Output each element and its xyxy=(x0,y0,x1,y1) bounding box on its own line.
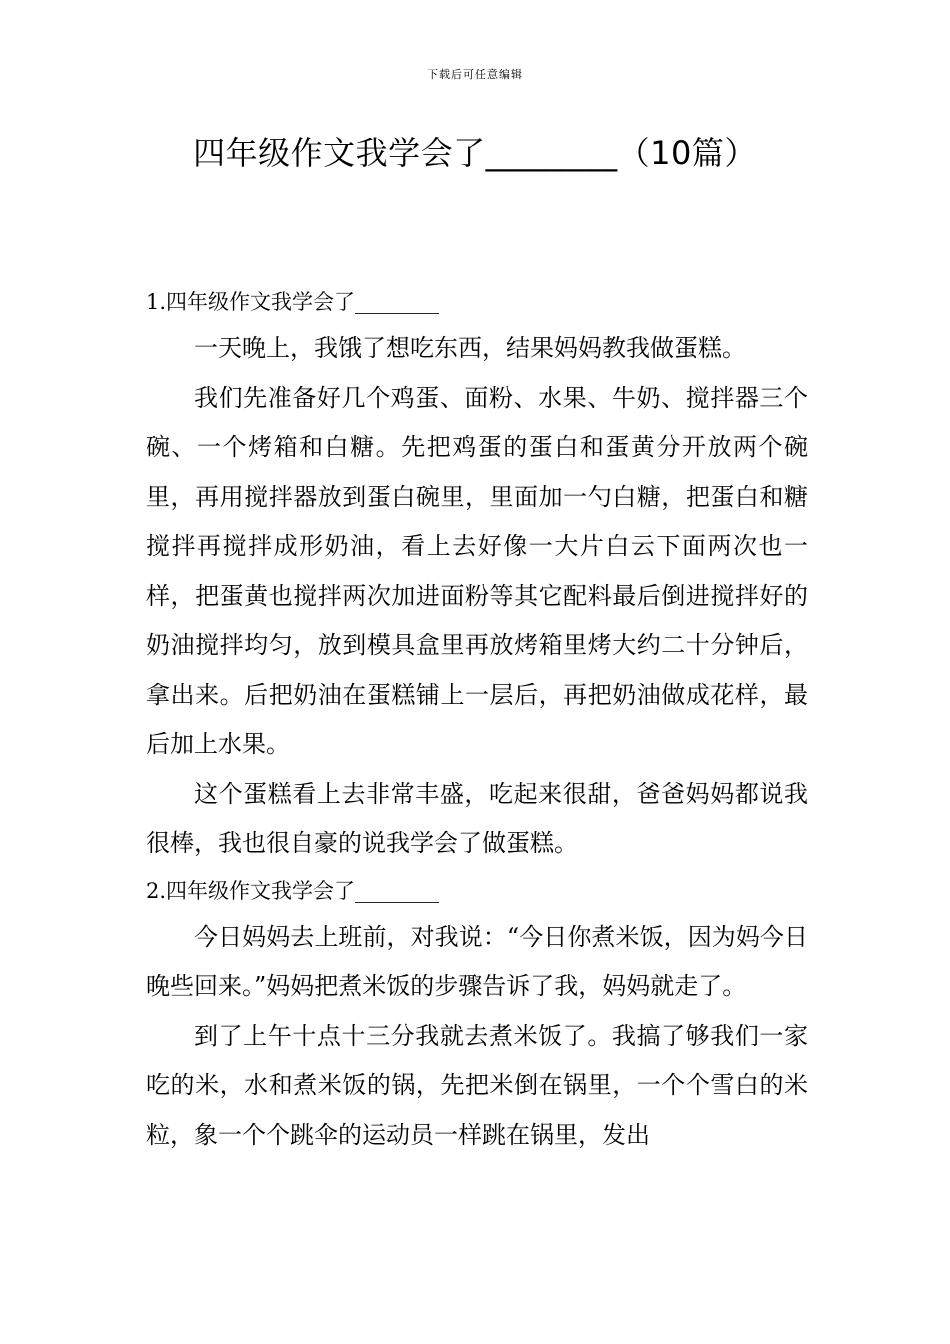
section-heading: 1.四年级作文我学会了________ xyxy=(146,290,440,314)
paragraph: 一天晚上，我饿了想吃东西，结果妈妈教我做蛋糕。 xyxy=(194,334,746,362)
paragraph: 到了上午十点十三分我就去煮米饭了。我搞了够我们一家吃的米，水和煮米饭的锅，先把米倒在锅里，一个个雪白的米粒，象一个个跳伞的运动员一样跳在锅里，发出 xyxy=(146,1021,808,1149)
paragraph: 我们先准备好几个鸡蛋、面粉、水果、牛奶、搅拌器三个碗、一个烤箱和白糖。先把鸡蛋的蛋白和蛋黄分开放两个碗里，再用搅拌器放到蛋白碗里，里面加一勺白糖，把蛋白和糖搅拌再搅拌成形奶油，看上去好像一大片白云下面两次也一样，把蛋黄也搅拌两次加进面粉等其它配料最后倒进搅拌好的奶油搅拌均匀，放到模具盒里再放烤箱里烤大约二十分钟后，拿出来。后把奶油在蛋糕铺上一层后，再把奶油做成花样，最后加上水果。 xyxy=(146,383,808,758)
paragraph: 这个蛋糕看上去非常丰盛，吃起来很甜，爸爸妈妈都说我很棒，我也很自豪的说我学会了做蛋糕。 xyxy=(146,779,808,857)
document-body xyxy=(146,280,808,1160)
section-heading: 2.四年级作文我学会了________ xyxy=(146,878,440,903)
section-2 xyxy=(146,869,808,1161)
header-note: 下载后可任意编辑 xyxy=(427,68,523,81)
section-1 xyxy=(146,280,808,869)
document-title: 四年级作文我学会了________（10篇） xyxy=(193,134,757,172)
paragraph: 今日妈妈去上班前，对我说：“今日你煮米饭，因为妈今日晚些回来。”妈妈把煮米饭的步骤告诉了我，妈妈就走了。 xyxy=(146,922,808,1000)
